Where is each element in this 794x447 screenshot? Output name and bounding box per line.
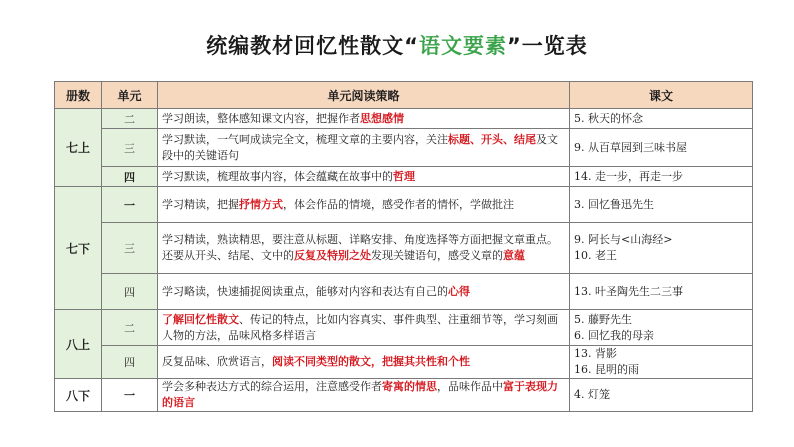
strategy-cell: 学习略读，快速捕捉阅读重点，能够对内容和表达有自己的心得 [158, 274, 570, 310]
title-before: 统编教材回忆性散文“ [206, 34, 419, 58]
lesson-cell: 13. 背影 16. 昆明的雨 [570, 346, 753, 379]
lesson-cell: 4. 灯笼 [570, 379, 753, 412]
strategy-cell: 学习精读，把握抒情方式，体会作品的情境，感受作者的情怀，学做批注 [158, 187, 570, 223]
volume-cell: 七下 [55, 187, 102, 310]
lesson-cell: 9. 从百草园到三味书屋 [570, 129, 753, 167]
lesson-cell: 13. 叶圣陶先生二三事 [570, 274, 753, 310]
strategy-cell: 反复品味、欣赏语言，阅读不同类型的散文，把握其共性和个性 [158, 346, 570, 379]
unit-cell: 三 [102, 223, 158, 274]
strategy-cell: 学习朗读，整体感知课文内容，把握作者思想感情 [158, 109, 570, 129]
lesson-cell: 14. 走一步，再走一步 [570, 167, 753, 187]
unit-cell: 一 [102, 187, 158, 223]
strategy-cell: 了解回忆性散文、传记的特点，比如内容真实、事件典型、注重细节等，学习刻画人物的方法，品味风格多样语言 [158, 310, 570, 346]
unit-cell: 一 [102, 379, 158, 412]
unit-cell: 二 [102, 310, 158, 346]
table-row [55, 274, 753, 310]
unit-cell: 四 [102, 346, 158, 379]
table-row [55, 346, 753, 379]
lesson-cell: 3. 回忆鲁迅先生 [570, 187, 753, 223]
volume-cell: 七上 [55, 109, 102, 187]
header-volume: 册数 [55, 82, 102, 109]
header-strategy: 单元阅读策略 [158, 82, 570, 109]
unit-cell: 四 [102, 274, 158, 310]
table-row [55, 129, 753, 167]
header-row [55, 82, 753, 109]
unit-cell: 三 [102, 129, 158, 167]
table-row [55, 167, 753, 187]
title-highlight: 语文要素 [419, 34, 507, 58]
table-row [55, 223, 753, 274]
table-row [55, 109, 753, 129]
lesson-cell: 5. 秋天的怀念 [570, 109, 753, 129]
header-lesson: 课文 [570, 82, 753, 109]
strategy-cell: 学会多种表达方式的综合运用，注意感受作者寄寓的情思，品味作品中富于表现力的语言 [158, 379, 570, 412]
unit-cell: 二 [102, 109, 158, 129]
table-row [55, 187, 753, 223]
page-title [0, 30, 794, 60]
lesson-cell: 9. 阿长与<山海经> 10. 老王 [570, 223, 753, 274]
header-unit: 单元 [102, 82, 158, 109]
strategy-cell: 学习默读，梳理故事内容，体会蕴藏在故事中的哲理 [158, 167, 570, 187]
strategy-cell: 学习默读，一气呵成读完全文，梳理文章的主要内容，关注标题、开头、结尾及文段中的关键语句 [158, 129, 570, 167]
volume-cell: 八下 [55, 379, 102, 412]
strategy-cell: 学习精读，熟读精思，要注意从标题、详略安排、角度选择等方面把握文章重点。还要从开头、结尾、文中的反复及特别之处发现关键语句，感受义章的意蕴 [158, 223, 570, 274]
table-row [55, 379, 753, 412]
lesson-cell: 5. 藤野先生 6. 回忆我的母亲 [570, 310, 753, 346]
unit-cell: 四 [102, 167, 158, 187]
essay-overview-table [54, 81, 753, 412]
table-row [55, 310, 753, 346]
volume-cell: 八上 [55, 310, 102, 379]
title-after: ”一览表 [507, 34, 588, 58]
